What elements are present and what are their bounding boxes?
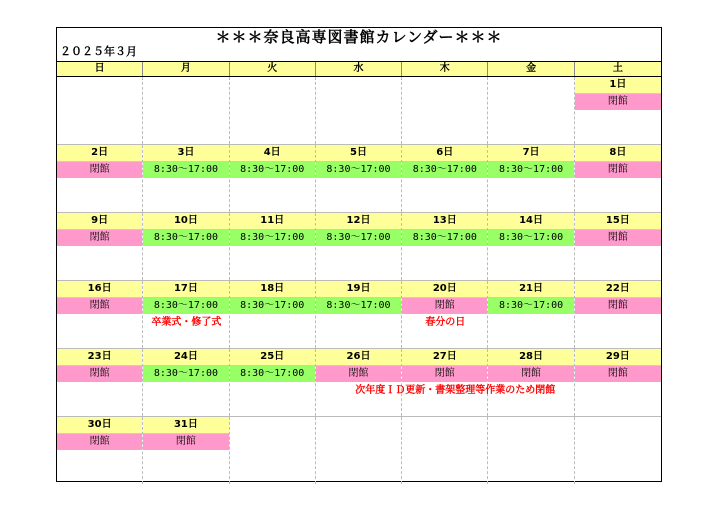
event-note: 春分の日 — [425, 317, 466, 328]
day-number: 27日 — [402, 349, 487, 366]
day-number: 23日 — [57, 349, 142, 366]
closed-badge: 閉館 — [402, 298, 487, 314]
weekday-wed: 水 — [316, 62, 402, 76]
week-row — [57, 145, 661, 213]
day-number: 26日 — [316, 349, 401, 366]
day-cell — [143, 349, 229, 416]
event-note: 卒業式・修了式 — [151, 317, 222, 328]
day-number: 5日 — [316, 145, 401, 162]
day-cell — [230, 213, 316, 280]
closed-badge: 閉館 — [488, 366, 573, 382]
closed-badge: 閉館 — [57, 366, 142, 382]
day-number: 31日 — [143, 417, 228, 434]
day-cell — [143, 213, 229, 280]
weekday-header — [57, 61, 661, 77]
open-hours: 8:30～17:00 — [316, 230, 401, 246]
day-number: 24日 — [143, 349, 228, 366]
day-cell — [402, 281, 488, 348]
day-number: 9日 — [57, 213, 142, 230]
day-cell — [488, 145, 574, 212]
day-cell — [575, 77, 661, 144]
closed-badge: 閉館 — [575, 162, 661, 178]
open-hours: 8:30～17:00 — [488, 162, 573, 178]
day-number: 16日 — [57, 281, 142, 298]
empty-cell — [230, 77, 316, 144]
closed-badge: 閉館 — [57, 230, 142, 246]
closed-badge: 閉館 — [57, 434, 142, 450]
day-number: 20日 — [402, 281, 487, 298]
day-cell — [143, 417, 229, 484]
empty-cell — [57, 77, 143, 144]
closed-badge: 閉館 — [402, 366, 487, 382]
day-number: 10日 — [143, 213, 228, 230]
weekday-mon: 月 — [143, 62, 229, 76]
day-number: 19日 — [316, 281, 401, 298]
day-number: 7日 — [488, 145, 573, 162]
calendar-sheet — [56, 27, 662, 482]
day-number: 28日 — [488, 349, 573, 366]
closed-badge: 閉館 — [575, 298, 661, 314]
open-hours: 8:30～17:00 — [230, 162, 315, 178]
open-hours: 8:30～17:00 — [230, 298, 315, 314]
day-cell — [575, 281, 661, 348]
closed-badge: 閉館 — [57, 298, 142, 314]
day-cell — [230, 349, 316, 416]
day-number: 17日 — [143, 281, 228, 298]
day-cell — [488, 349, 574, 416]
weekday-thu: 木 — [402, 62, 488, 76]
open-hours: 8:30～17:00 — [402, 162, 487, 178]
day-number: 29日 — [575, 349, 661, 366]
day-cell — [57, 281, 143, 348]
day-cell — [575, 349, 661, 416]
open-hours: 8:30～17:00 — [230, 366, 315, 382]
day-number: 1日 — [575, 77, 661, 94]
open-hours: 8:30～17:00 — [143, 162, 228, 178]
empty-cell — [316, 417, 402, 484]
closed-badge: 閉館 — [575, 366, 661, 382]
day-number: 4日 — [230, 145, 315, 162]
day-number: 18日 — [230, 281, 315, 298]
week-row — [57, 213, 661, 281]
day-cell — [57, 213, 143, 280]
open-hours: 8:30～17:00 — [316, 298, 401, 314]
week-row — [57, 349, 661, 417]
day-cell — [488, 281, 574, 348]
empty-cell — [402, 417, 488, 484]
open-hours: 8:30～17:00 — [143, 230, 228, 246]
empty-cell — [488, 77, 574, 144]
open-hours: 8:30～17:00 — [488, 298, 573, 314]
day-cell — [316, 145, 402, 212]
day-number: 6日 — [402, 145, 487, 162]
day-number: 14日 — [488, 213, 573, 230]
closed-badge: 閉館 — [57, 162, 142, 178]
empty-cell — [143, 77, 229, 144]
week-row — [57, 77, 661, 145]
day-number: 11日 — [230, 213, 315, 230]
closed-badge: 閉館 — [575, 230, 661, 246]
day-cell — [316, 281, 402, 348]
day-cell — [316, 349, 402, 416]
open-hours: 8:30～17:00 — [143, 366, 228, 382]
day-number: 12日 — [316, 213, 401, 230]
closed-badge: 閉館 — [316, 366, 401, 382]
week-row — [57, 417, 661, 484]
day-number: 25日 — [230, 349, 315, 366]
day-number: 30日 — [57, 417, 142, 434]
day-cell — [316, 213, 402, 280]
day-number: 22日 — [575, 281, 661, 298]
day-cell — [57, 349, 143, 416]
week-row — [57, 281, 661, 349]
empty-cell — [230, 417, 316, 484]
day-number: 21日 — [488, 281, 573, 298]
weekday-sun: 日 — [57, 62, 143, 76]
day-cell — [230, 145, 316, 212]
day-cell — [575, 213, 661, 280]
day-cell — [402, 213, 488, 280]
calendar-title: ＊＊＊奈良高専図書館カレンダー＊＊＊ — [215, 28, 503, 46]
day-cell — [230, 281, 316, 348]
open-hours: 8:30～17:00 — [143, 298, 228, 314]
day-number: 15日 — [575, 213, 661, 230]
day-cell — [402, 145, 488, 212]
empty-cell — [488, 417, 574, 484]
empty-cell — [316, 77, 402, 144]
closed-badge: 閉館 — [575, 94, 661, 110]
calendar-grid — [57, 61, 661, 484]
month-label: ２０２５年３月 — [60, 45, 137, 58]
day-number: 3日 — [143, 145, 228, 162]
open-hours: 8:30～17:00 — [488, 230, 573, 246]
open-hours: 8:30～17:00 — [316, 162, 401, 178]
day-number: 13日 — [402, 213, 487, 230]
empty-cell — [575, 417, 661, 484]
day-number: 2日 — [57, 145, 142, 162]
day-number: 8日 — [575, 145, 661, 162]
open-hours: 8:30～17:00 — [230, 230, 315, 246]
day-cell — [488, 213, 574, 280]
event-note: 次年度ＩＤ更新・書架整理等作業のため閉館 — [355, 385, 556, 396]
weekday-tue: 火 — [230, 62, 316, 76]
day-cell — [57, 417, 143, 484]
closed-badge: 閉館 — [143, 434, 228, 450]
empty-cell — [402, 77, 488, 144]
day-cell — [575, 145, 661, 212]
day-cell — [143, 281, 229, 348]
weekday-sat: 土 — [612, 63, 623, 74]
day-cell — [57, 145, 143, 212]
weekday-fri: 金 — [488, 62, 574, 76]
weeks-container — [57, 77, 661, 484]
day-cell — [143, 145, 229, 212]
open-hours: 8:30～17:00 — [402, 230, 487, 246]
